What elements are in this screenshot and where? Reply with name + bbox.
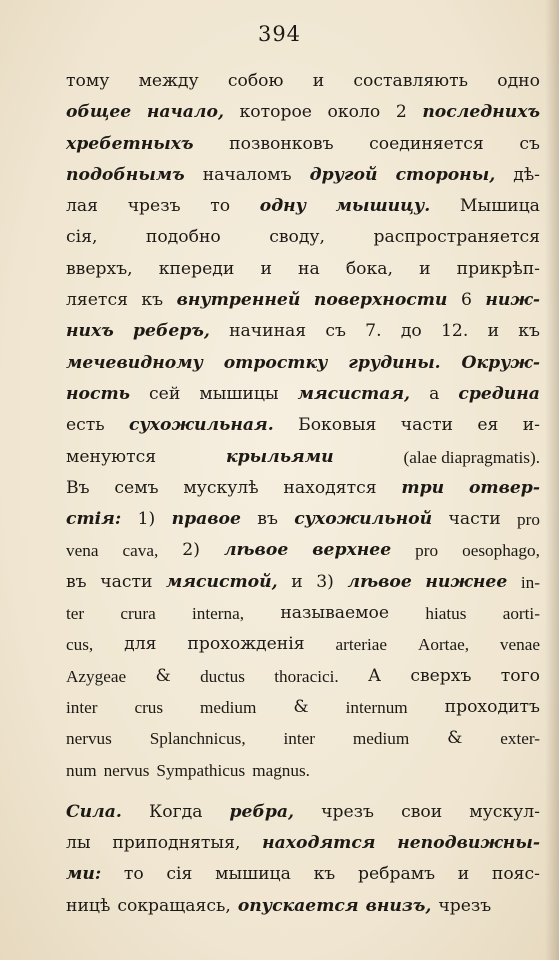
word: сія,	[66, 227, 98, 248]
word: Когда	[148, 801, 203, 822]
word: oesophago,	[462, 541, 540, 561]
word: и	[312, 71, 325, 91]
text-line	[66, 661, 540, 692]
word: дѣ-	[513, 164, 540, 185]
word: exter-	[500, 729, 540, 749]
word: къ	[141, 290, 164, 311]
word: въ	[257, 509, 278, 530]
word: ребрамъ	[357, 864, 436, 885]
word: pro	[415, 541, 439, 561]
word: мечевидному	[66, 352, 203, 373]
word: &	[155, 665, 171, 686]
word: Мышица	[459, 196, 540, 217]
word: называемое	[280, 603, 390, 624]
word: съ	[325, 321, 346, 342]
word: мускул-	[469, 801, 540, 822]
word: и	[487, 321, 500, 342]
text-line	[66, 348, 540, 379]
word: сія	[166, 864, 193, 885]
word: сухожильной	[294, 509, 433, 530]
word: Боковыя	[298, 415, 377, 436]
word: medium	[200, 697, 257, 717]
word: на	[298, 258, 320, 279]
word: есть	[66, 415, 105, 436]
word: мясистой,	[166, 571, 278, 592]
word: части	[400, 415, 453, 436]
word: internum	[345, 697, 408, 717]
word: находятся	[283, 477, 377, 498]
word: проходитъ	[444, 696, 540, 717]
word: для	[124, 634, 157, 655]
word: пояс-	[491, 864, 540, 885]
word: aorti-	[502, 604, 540, 624]
text-line	[66, 692, 540, 723]
word: &	[447, 728, 463, 749]
word: нихъ	[66, 321, 114, 342]
word: другой	[309, 164, 378, 185]
text-body	[66, 66, 540, 922]
word: бока,	[345, 258, 393, 279]
word: въ	[66, 571, 87, 592]
word: грудины.	[348, 352, 441, 373]
text-line	[66, 598, 540, 629]
text-line	[66, 504, 540, 535]
word: 6	[460, 290, 472, 311]
word: num	[66, 760, 97, 780]
word: Сила.	[66, 801, 122, 822]
word: interna,	[192, 604, 245, 624]
text-line	[66, 473, 540, 504]
text-line	[66, 828, 540, 859]
word: подобнымъ	[66, 164, 185, 185]
word: crura	[120, 604, 156, 624]
text-line	[66, 723, 540, 754]
word: прикрѣп-	[456, 258, 540, 279]
word: 2	[395, 102, 407, 123]
word: мышица	[215, 864, 291, 885]
word: приподнятыя,	[112, 833, 241, 854]
word: ность	[66, 383, 130, 404]
word: распространяется	[373, 227, 540, 248]
word: хребетныхъ	[66, 133, 194, 154]
word: къ	[313, 864, 336, 885]
word: тому	[66, 71, 110, 91]
text-line	[66, 191, 540, 222]
word: начиная	[229, 321, 307, 342]
text-line	[66, 567, 540, 598]
word: около	[327, 102, 381, 123]
word: съ	[519, 133, 540, 154]
word: ми:	[66, 864, 102, 885]
word: arteriae	[335, 635, 388, 655]
word: medium	[352, 729, 410, 749]
word: и	[457, 864, 470, 885]
text-line	[66, 66, 540, 97]
word: лѣвое	[347, 571, 412, 592]
word: внутренней	[176, 290, 301, 311]
word: опускается	[237, 895, 359, 916]
text-line	[66, 535, 540, 566]
word: thoracici.	[274, 666, 339, 686]
word: inter	[283, 729, 315, 749]
word: Въ	[66, 477, 90, 498]
word: чрезъ	[438, 895, 492, 916]
word: мышицу.	[335, 196, 431, 217]
word: 3)	[316, 571, 334, 592]
text-line	[66, 129, 540, 160]
word: 1)	[137, 509, 156, 530]
word: соединяется	[369, 133, 484, 154]
word: сухожильная.	[129, 415, 274, 436]
word: семъ	[114, 477, 159, 498]
text-line	[66, 859, 540, 890]
page-number: 394	[257, 22, 302, 46]
text-line	[66, 797, 540, 828]
word: nervus	[103, 760, 150, 780]
text-line	[66, 254, 540, 285]
word: средина	[458, 383, 540, 404]
word: до	[400, 321, 422, 342]
word: кпереди	[158, 258, 235, 279]
word: nervus	[66, 729, 112, 749]
word: свои	[401, 801, 443, 822]
word: крыльями	[226, 446, 334, 467]
word: прохожденія	[187, 634, 305, 655]
word: Aortae,	[417, 635, 469, 655]
text-line	[66, 442, 540, 473]
word: inter	[66, 697, 98, 717]
word: сверхъ	[410, 665, 472, 686]
text-line	[66, 97, 540, 128]
word: (alae diapragmatis).	[403, 447, 540, 467]
text-line	[66, 285, 540, 316]
word: ter	[66, 604, 85, 624]
word: hiatus	[425, 604, 467, 624]
word: нижнее	[425, 571, 508, 592]
page-edge-shadow	[545, 0, 559, 960]
word: составляють	[353, 71, 469, 91]
text-line	[66, 629, 540, 660]
word: 12.	[440, 321, 469, 342]
text-line	[66, 222, 540, 253]
text-line	[66, 316, 540, 347]
word: Sympathicus	[156, 760, 246, 780]
word: чрезъ	[321, 801, 374, 822]
word: in-	[520, 572, 540, 592]
word: 2)	[182, 540, 200, 561]
word: и	[260, 258, 272, 279]
word: мясистая,	[297, 383, 411, 404]
word: то	[210, 196, 231, 217]
word: началомъ	[202, 164, 292, 185]
word: поверхности	[313, 290, 448, 311]
word: собою	[227, 71, 284, 91]
word: ребра,	[229, 801, 295, 822]
word: внизъ,	[365, 895, 432, 916]
word: части	[100, 571, 153, 592]
word: лая	[66, 196, 99, 217]
word: правое	[171, 509, 241, 530]
word: 7.	[365, 321, 382, 342]
word: и	[291, 571, 303, 592]
word: venae	[499, 635, 540, 655]
word: лѣвое	[223, 540, 289, 561]
word: и	[419, 258, 431, 279]
text-line	[66, 379, 540, 410]
word: отвер-	[468, 477, 540, 498]
word: между	[138, 71, 199, 91]
word: одну	[259, 196, 306, 217]
word: стороны,	[395, 164, 496, 185]
word: Окруж-	[461, 352, 540, 373]
word: мышицы	[199, 383, 279, 404]
word: magnus.	[252, 760, 310, 780]
word: верхнее	[312, 540, 392, 561]
word: и-	[522, 415, 540, 436]
word: своду,	[269, 227, 326, 248]
word: подобно	[145, 227, 221, 248]
word: а	[429, 383, 440, 404]
text-line	[66, 891, 540, 922]
word: къ	[518, 321, 540, 342]
word: ниж-	[485, 290, 540, 311]
word: ductus	[200, 666, 245, 686]
word: ляется	[66, 290, 128, 311]
word: cus,	[66, 635, 94, 655]
word: cava,	[122, 541, 159, 561]
word: pro	[517, 510, 540, 530]
word: Azygeae	[66, 666, 127, 686]
text-line	[66, 410, 540, 441]
text-line	[66, 755, 540, 786]
word: мускулѣ	[183, 477, 259, 498]
word: находятся	[262, 833, 376, 854]
word: одно	[497, 71, 540, 91]
word: чрезъ	[127, 196, 181, 217]
word: отростку	[223, 352, 328, 373]
word: стія:	[66, 509, 122, 530]
word: vena	[66, 541, 99, 561]
text-line	[66, 160, 540, 191]
word: реберъ,	[133, 321, 210, 342]
word: А	[367, 665, 382, 686]
word: начало,	[146, 102, 224, 123]
word: части	[448, 509, 501, 530]
word: позвонковъ	[229, 133, 334, 154]
word: Splanchnicus,	[149, 729, 246, 749]
word: менуются	[66, 446, 157, 467]
word: лы	[66, 833, 91, 854]
word: то	[123, 864, 144, 885]
word: crus	[134, 697, 164, 717]
word: &	[293, 696, 309, 717]
word: которое	[239, 102, 312, 123]
word: ницѣ	[66, 895, 111, 916]
word: сокращаясь,	[117, 895, 231, 916]
word: три	[401, 477, 445, 498]
word: того	[500, 665, 540, 686]
word: неподвижны-	[397, 833, 540, 854]
word: сей	[149, 383, 181, 404]
word: последнихъ	[422, 102, 540, 123]
word: общее	[66, 102, 132, 123]
word: ея	[477, 415, 499, 436]
word: вверхъ,	[66, 258, 133, 279]
